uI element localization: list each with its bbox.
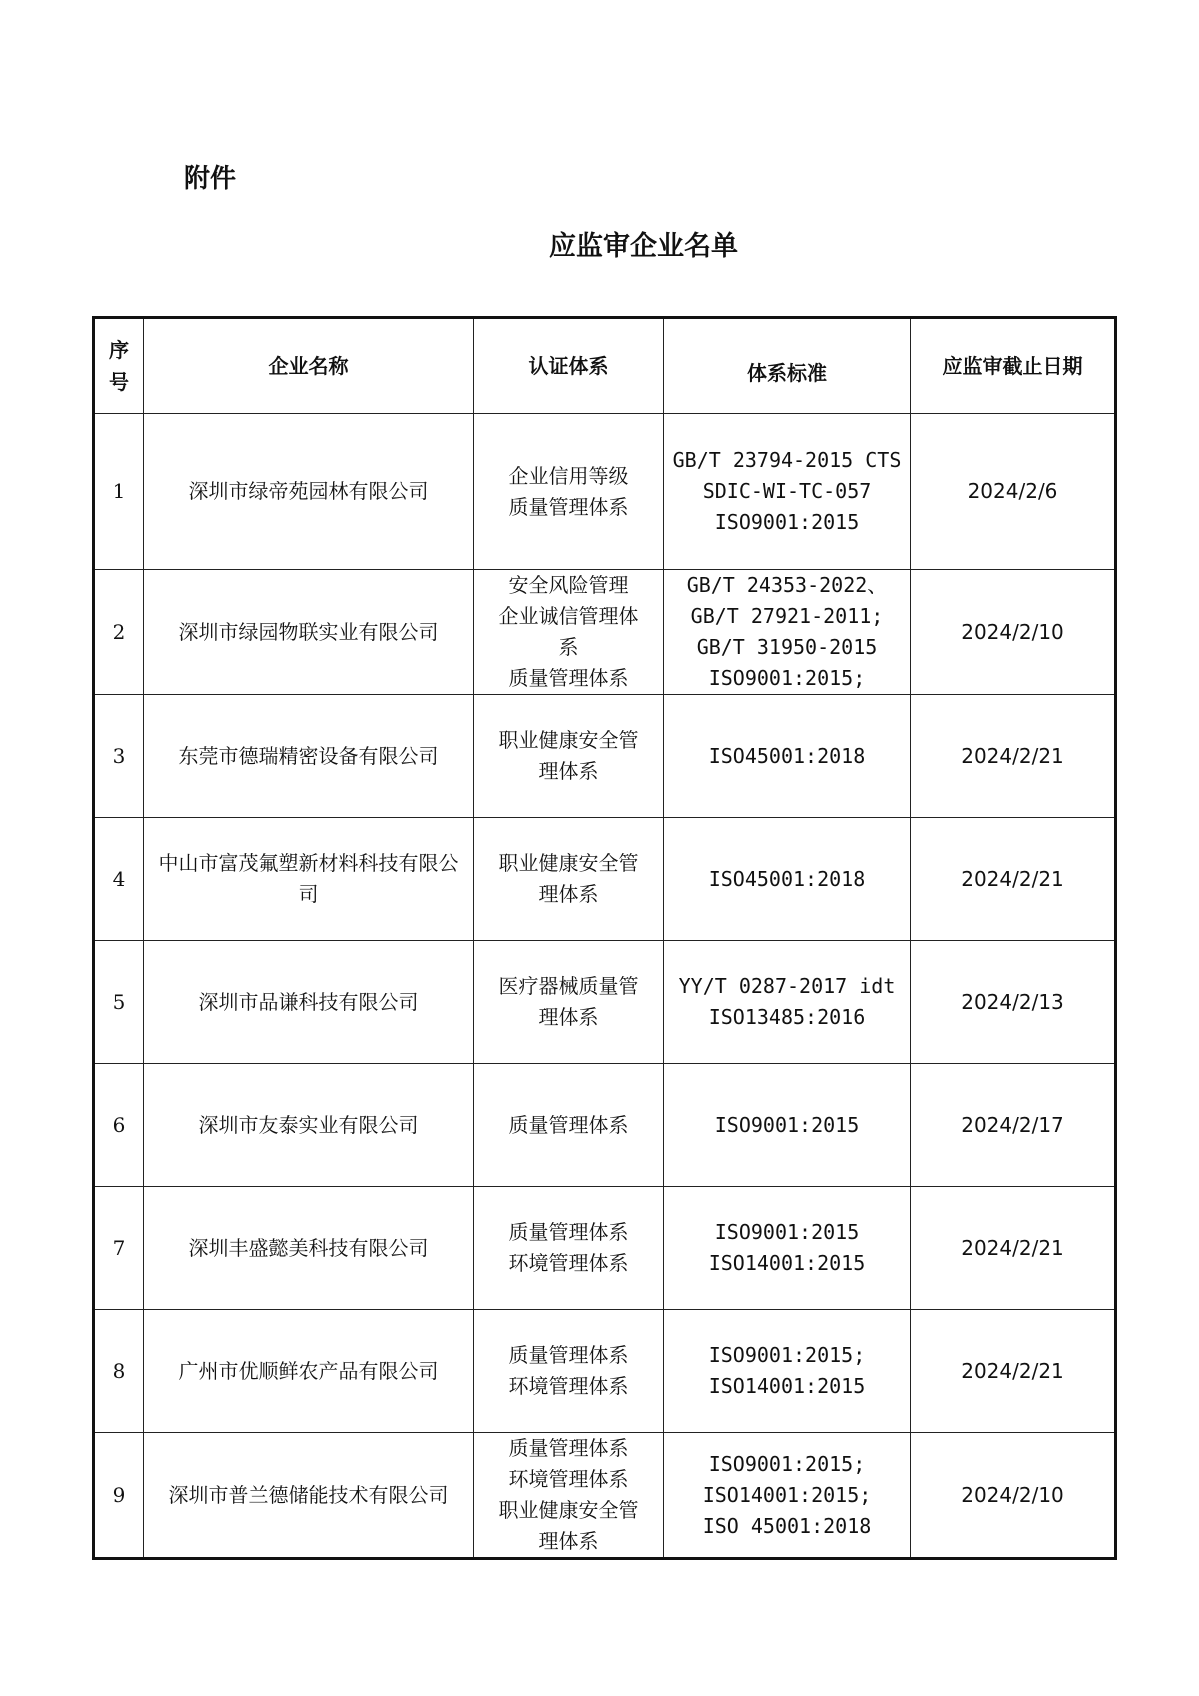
system-line: 理体系 — [538, 1005, 599, 1029]
system-line: 职业健康安全管 — [498, 728, 639, 752]
table-row — [94, 818, 1116, 941]
row-deadline: 2024/2/21 — [911, 1187, 1116, 1310]
row-deadline: 2024/2/10 — [911, 1433, 1116, 1559]
standard-line: YY/T 0287-2017 idt — [678, 974, 896, 998]
standard-line: ISO9001:2015 — [714, 510, 860, 534]
table-row — [94, 941, 1116, 1064]
row-certification-system — [474, 570, 664, 695]
table-row — [94, 695, 1116, 818]
standard-line: GB/T 27921-2011; — [690, 604, 884, 628]
system-line: 理体系 — [538, 759, 599, 783]
system-line: 环境管理体系 — [508, 1374, 629, 1398]
row-seq: 4 — [94, 818, 144, 941]
row-company-name: 深圳市品谦科技有限公司 — [144, 941, 474, 1064]
row-certification-system — [474, 941, 664, 1064]
system-line: 企业诚信管理体 — [498, 604, 639, 628]
system-line: 质量管理体系 — [508, 1112, 629, 1137]
column-header-system: 认证体系 — [474, 318, 664, 414]
standard-line: GB/T 31950-2015 — [696, 635, 878, 659]
row-seq: 8 — [94, 1310, 144, 1433]
system-line: 安全风险管理 — [508, 573, 629, 597]
system-line: 职业健康安全管 — [498, 851, 639, 875]
standard-line: ISO9001:2015 — [714, 1220, 860, 1244]
row-company-name: 中山市富茂氟塑新材料科技有限公司 — [144, 818, 474, 941]
row-company-name: 深圳市普兰德储能技术有限公司 — [144, 1433, 474, 1559]
system-line: 环境管理体系 — [508, 1467, 629, 1491]
row-company-name: 深圳市绿帝苑园林有限公司 — [144, 414, 474, 570]
row-seq: 2 — [94, 570, 144, 695]
column-header-deadline: 应监审截止日期 — [911, 318, 1116, 414]
row-standard — [664, 1187, 911, 1310]
row-standard — [664, 570, 911, 695]
standard-line: ISO9001:2015; — [708, 1343, 866, 1367]
table-row — [94, 1187, 1116, 1310]
row-company-name: 东莞市德瑞精密设备有限公司 — [144, 695, 474, 818]
standard-line: ISO45001:2018 — [708, 743, 866, 768]
row-seq: 7 — [94, 1187, 144, 1310]
row-seq: 9 — [94, 1433, 144, 1559]
system-line: 理体系 — [538, 1529, 599, 1553]
system-line: 质量管理体系 — [508, 494, 629, 519]
row-company-name: 深圳丰盛懿美科技有限公司 — [144, 1187, 474, 1310]
standard-line: GB/T 23794-2015 CTS — [672, 448, 902, 472]
row-certification-system — [474, 1064, 664, 1187]
row-company-name: 深圳市友泰实业有限公司 — [144, 1064, 474, 1187]
table-row — [94, 1433, 1116, 1559]
row-standard — [664, 414, 911, 570]
system-line: 质量管理体系 — [508, 1436, 629, 1460]
system-line: 系 — [558, 635, 579, 659]
system-line: 质量管理体系 — [508, 1343, 629, 1367]
system-line: 质量管理体系 — [508, 666, 629, 690]
row-standard — [664, 695, 911, 818]
column-header-seq-label: 序号 — [109, 338, 129, 394]
column-header-seq — [94, 318, 144, 414]
system-line: 质量管理体系 — [508, 1220, 629, 1244]
standard-line: GB/T 24353-2022、 — [686, 573, 888, 597]
attachment-label: 附件 — [184, 164, 237, 194]
page-title: 应监审企业名单 — [549, 231, 738, 262]
standard-line: ISO14001:2015 — [708, 1374, 866, 1398]
row-seq: 6 — [94, 1064, 144, 1187]
standard-line: ISO13485:2016 — [708, 1005, 866, 1029]
row-company-name: 深圳市绿园物联实业有限公司 — [144, 570, 474, 695]
standard-line: ISO14001:2015; — [702, 1482, 872, 1507]
row-deadline: 2024/2/21 — [911, 695, 1116, 818]
row-standard — [664, 1064, 911, 1187]
standard-line: SDIC-WI-TC-057 — [702, 479, 872, 503]
row-standard — [664, 941, 911, 1064]
column-header-company: 企业名称 — [144, 318, 474, 414]
row-deadline: 2024/2/10 — [911, 570, 1116, 695]
standard-line: ISO9001:2015; — [708, 1451, 866, 1476]
system-line: 环境管理体系 — [508, 1251, 629, 1275]
row-deadline: 2024/2/21 — [911, 818, 1116, 941]
row-certification-system — [474, 414, 664, 570]
row-deadline: 2024/2/17 — [911, 1064, 1116, 1187]
system-line: 职业健康安全管 — [498, 1498, 639, 1522]
row-certification-system — [474, 1310, 664, 1433]
standard-line: ISO 45001:2018 — [702, 1513, 872, 1538]
table-row — [94, 1310, 1116, 1433]
row-certification-system — [474, 695, 664, 818]
row-company-name: 广州市优顺鲜农产品有限公司 — [144, 1310, 474, 1433]
row-deadline: 2024/2/13 — [911, 941, 1116, 1064]
row-seq: 5 — [94, 941, 144, 1064]
standard-line: ISO14001:2015 — [708, 1251, 866, 1275]
standard-line: ISO9001:2015; — [708, 666, 866, 690]
table-header-row — [94, 318, 1116, 414]
system-line: 医疗器械质量管 — [498, 974, 639, 998]
system-line: 理体系 — [538, 882, 599, 906]
table-body — [94, 414, 1116, 1559]
row-certification-system — [474, 1187, 664, 1310]
enterprise-table — [92, 316, 1117, 1560]
row-deadline: 2024/2/6 — [911, 414, 1116, 570]
standard-line: ISO9001:2015 — [714, 1112, 860, 1137]
standard-line: ISO45001:2018 — [708, 866, 866, 891]
row-certification-system — [474, 818, 664, 941]
system-line: 企业信用等级 — [508, 463, 629, 488]
row-standard — [664, 1310, 911, 1433]
row-standard — [664, 818, 911, 941]
table-row — [94, 1064, 1116, 1187]
row-deadline: 2024/2/21 — [911, 1310, 1116, 1433]
row-seq: 3 — [94, 695, 144, 818]
row-seq: 1 — [94, 414, 144, 570]
column-header-standard: 体系标准 — [664, 318, 911, 414]
table-row — [94, 414, 1116, 570]
row-standard — [664, 1433, 911, 1559]
table-row — [94, 570, 1116, 695]
row-certification-system — [474, 1433, 664, 1559]
